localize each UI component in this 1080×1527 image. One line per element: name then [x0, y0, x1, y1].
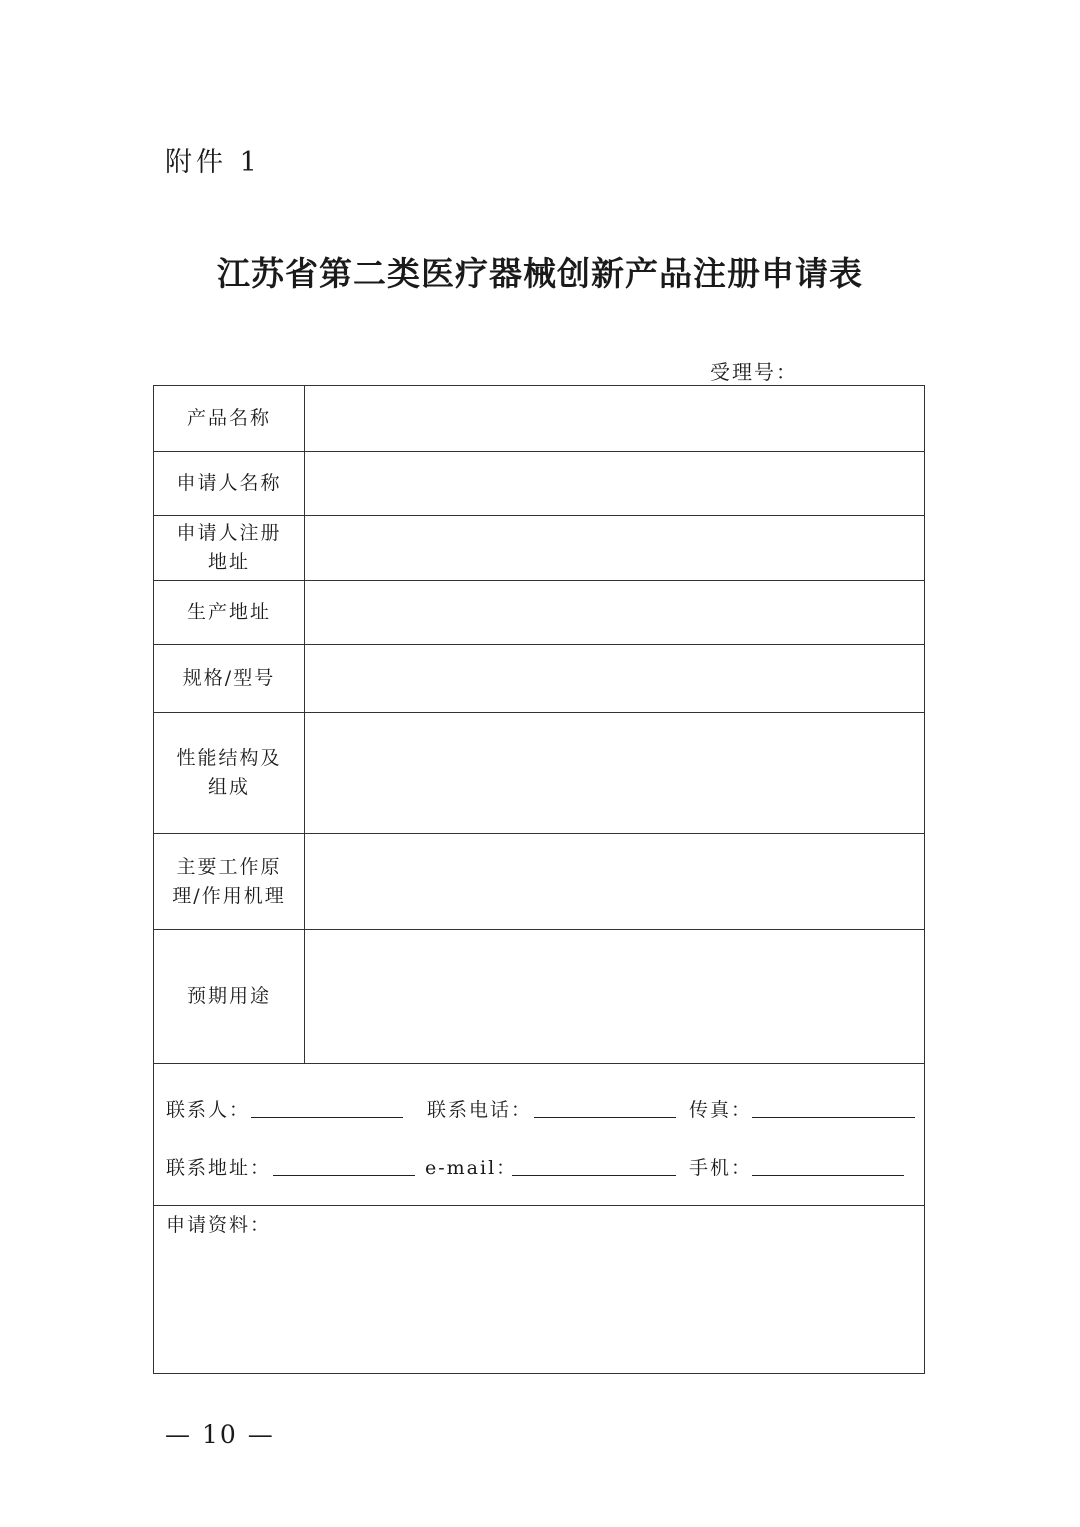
fax-label: 传真：	[689, 1099, 753, 1121]
row-structure-composition	[154, 713, 924, 834]
row-specification-model	[154, 645, 924, 713]
row-applicant-name	[154, 452, 924, 516]
contact-phone-label: 联系电话：	[427, 1099, 533, 1121]
contact-address-label: 联系地址：	[166, 1157, 272, 1179]
row-working-principle	[154, 834, 924, 930]
form-title: 江苏省第二类医疗器械创新产品注册申请表	[217, 254, 863, 293]
applicant-name-label: 申请人名称	[154, 452, 305, 515]
structure-composition-field[interactable]	[306, 713, 924, 833]
contact-person-label: 联系人：	[166, 1099, 251, 1121]
page-number: — 10 —	[165, 1420, 275, 1449]
intended-use-label: 预期用途	[154, 930, 305, 1063]
specification-model-label: 规格/型号	[154, 645, 305, 712]
contact-info-section	[154, 1064, 924, 1206]
mobile-field[interactable]	[752, 1175, 904, 1176]
fax-field[interactable]	[752, 1117, 915, 1118]
attachment-label: 附件 1	[165, 147, 261, 178]
application-form	[153, 385, 925, 1374]
acceptance-number-label: 受理号：	[710, 360, 798, 384]
applicant-name-field[interactable]	[306, 452, 924, 515]
row-product-name	[154, 386, 924, 452]
working-principle-label: 主要工作原理/作用机理	[154, 834, 305, 929]
structure-composition-label: 性能结构及组成	[154, 713, 305, 833]
product-name-label: 产品名称	[154, 386, 305, 451]
row-production-address	[154, 581, 924, 645]
specification-model-field[interactable]	[306, 645, 924, 712]
product-name-field[interactable]	[306, 386, 924, 451]
registered-address-label: 申请人注册地址	[154, 516, 305, 580]
row-intended-use	[154, 930, 924, 1064]
intended-use-field[interactable]	[306, 930, 924, 1063]
contact-address-field[interactable]	[273, 1175, 415, 1176]
mobile-label: 手机：	[689, 1157, 753, 1179]
contact-phone-field[interactable]	[534, 1117, 676, 1118]
production-address-label: 生产地址	[154, 581, 305, 644]
contact-person-field[interactable]	[251, 1117, 403, 1118]
row-registered-address	[154, 516, 924, 581]
production-address-field[interactable]	[306, 581, 924, 644]
application-materials-section	[154, 1206, 924, 1373]
application-materials-label: 申请资料：	[166, 1214, 272, 1236]
email-field[interactable]	[512, 1175, 676, 1176]
registered-address-field[interactable]	[306, 516, 924, 580]
email-label: e-mail：	[425, 1157, 518, 1179]
working-principle-field[interactable]	[306, 834, 924, 929]
